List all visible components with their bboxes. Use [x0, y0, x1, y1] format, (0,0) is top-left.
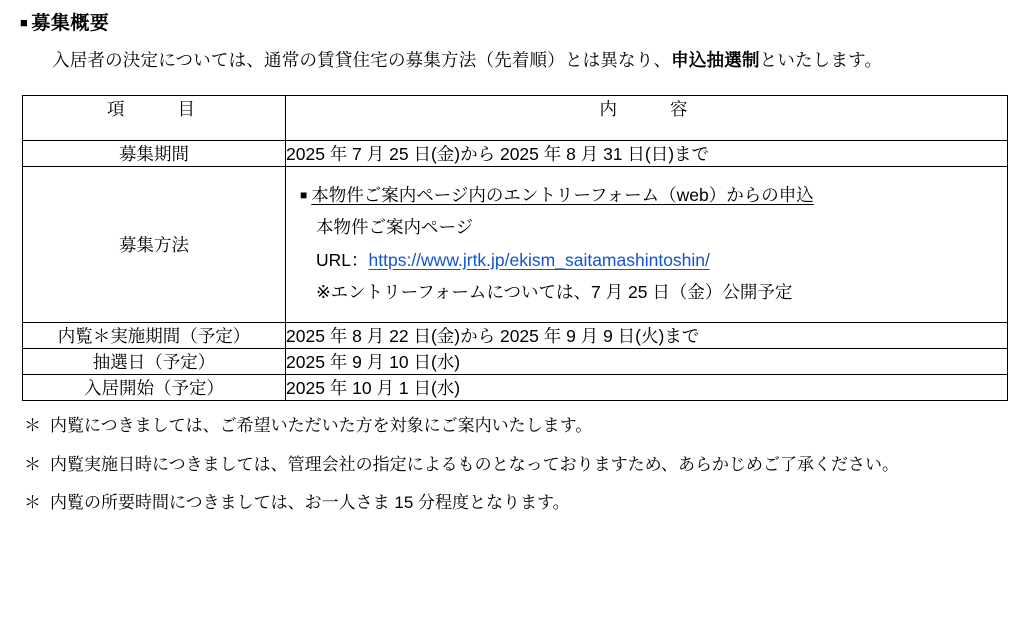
property-page-link[interactable]: https://www.jrtk.jp/ekism_saitamashintoshin/: [368, 249, 710, 270]
header-label-content: 内 容: [599, 98, 694, 119]
row-value-viewing-period: 2025 年 8 月 22 日(金)から 2025 年 9 月 9 日(火)まで: [286, 323, 1008, 349]
table-row: [23, 323, 1008, 349]
footnote-item: [24, 490, 1006, 516]
method-line-note: ※エントリーフォームについては、7 月 25 日（金）公開予定: [316, 282, 793, 303]
row-value-application-method: [286, 166, 1008, 323]
method-line-page-name: 本物件ご案内ページ: [316, 217, 474, 238]
row-label-move-in-start: 入居開始（予定）: [23, 375, 286, 401]
row-label-application-method: 募集方法: [23, 166, 286, 323]
heading-text: 募集概要: [31, 13, 110, 34]
row-label-viewing-period: 内覧＊実施期間（予定）: [23, 323, 286, 349]
footnote-marker-icon: ＊: [24, 416, 41, 436]
row-value-lottery-date: 2025 年 9 月 10 日(水): [286, 349, 1008, 375]
footnote-item: [24, 413, 1006, 439]
row-label-recruitment-period: 募集期間: [23, 140, 286, 166]
method-line-entry-form: [300, 179, 993, 211]
summary-table: [22, 95, 1008, 402]
table-header-cell-content: [286, 95, 1008, 140]
lead-emphasis: 申込抽選制: [671, 49, 760, 70]
row-value-move-in-start: 2025 年 10 月 1 日(水): [286, 375, 1008, 401]
footnote-text: 内覧実施日時につきましては、管理会社の指定によるものとなっておりますため、あらかじめご了承ください。: [50, 454, 899, 474]
table-header-cell-item: [23, 95, 286, 140]
footnote-text: 内覧につきましては、ご希望いただいた方を対象にご案内いたします。: [50, 416, 593, 436]
row-value-recruitment-period: 2025 年 7 月 25 日(金)から 2025 年 8 月 31 日(日)まで: [286, 140, 1008, 166]
table-row: [23, 349, 1008, 375]
row-label-lottery-date: 抽選日（予定）: [23, 349, 286, 375]
lead-paragraph: [52, 47, 1006, 73]
section-heading: [20, 12, 1006, 37]
bullet-square-icon: ■: [300, 187, 308, 202]
lead-after: といたします。: [759, 49, 883, 70]
footnotes: [24, 413, 1006, 516]
table-row: [23, 375, 1008, 401]
heading-marker-icon: ■: [20, 15, 29, 30]
url-label: URL：: [316, 249, 369, 270]
footnote-text: 内覧の所要時間につきましては、お一人さま 15 分程度となります。: [50, 493, 570, 513]
method-line-url: [300, 244, 993, 276]
table-row: [23, 140, 1008, 166]
footnote-marker-icon: ＊: [24, 454, 41, 474]
header-label-item: 項 目: [107, 98, 201, 119]
method-entry-form-text: 本物件ご案内ページ内のエントリーフォーム（web）からの申込: [311, 184, 814, 205]
footnote-item: [24, 452, 1006, 478]
footnote-marker-icon: ＊: [24, 493, 41, 513]
table-header-row: [23, 95, 1008, 140]
table-row: [23, 166, 1008, 323]
lead-before: 入居者の決定については、通常の賃貸住宅の募集方法（先着順）とは異なり、: [52, 49, 672, 70]
